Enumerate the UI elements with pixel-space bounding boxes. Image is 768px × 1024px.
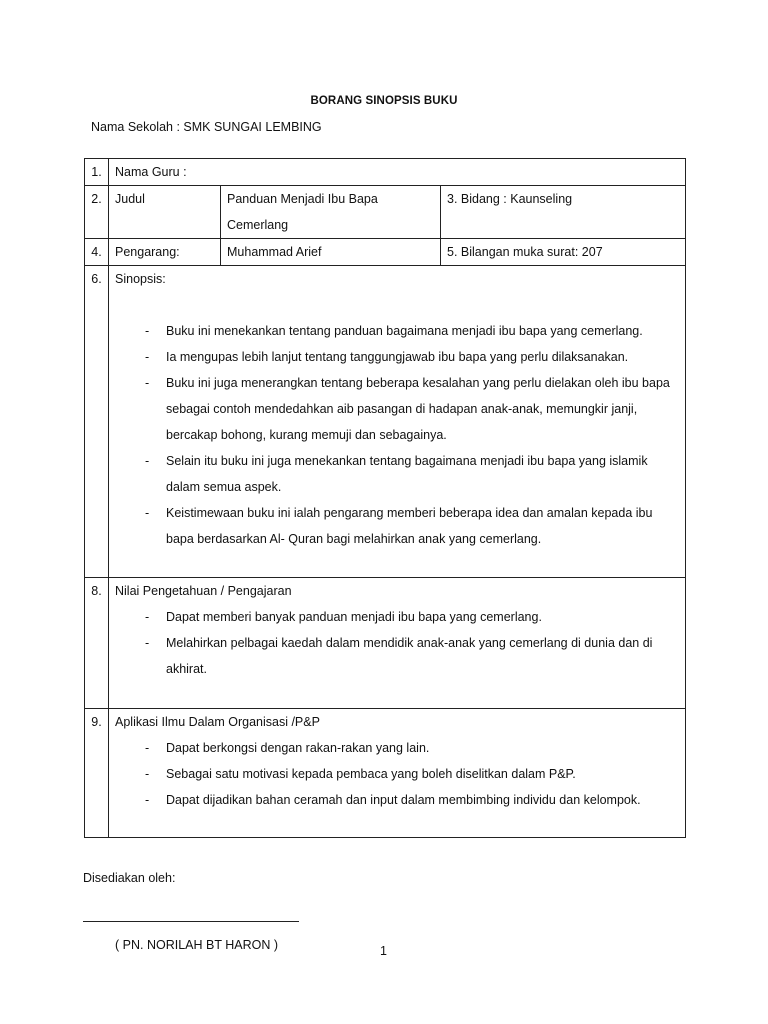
list-item: - Buku ini menekankan tentang panduan bagaimana menjadi ibu bapa yang cemerlang. bbox=[145, 318, 679, 344]
list-item: - Dapat memberi banyak panduan menjadi ibu bapa yang cemerlang. bbox=[145, 604, 679, 630]
row-application bbox=[85, 709, 686, 838]
school-name: Nama Sekolah : SMK SUNGAI LEMBING bbox=[91, 120, 322, 134]
application-heading: Aplikasi Ilmu Dalam Organisasi /P&P bbox=[115, 715, 320, 729]
synopsis-heading: Sinopsis: bbox=[115, 272, 166, 286]
row-synopsis bbox=[85, 266, 686, 578]
list-item: - Ia mengupas lebih lanjut tentang tanggungjawab ibu bapa yang perlu dilaksanakan. bbox=[145, 344, 679, 370]
row-author bbox=[85, 239, 686, 266]
row-number: 4. bbox=[85, 239, 109, 266]
row-number: 1. bbox=[85, 159, 109, 186]
row-number: 2. bbox=[85, 186, 109, 239]
page-number: 1 bbox=[380, 944, 387, 958]
list-item: - Dapat dijadikan bahan ceramah dan input dalam membimbing individu dan kelompok. bbox=[145, 787, 679, 813]
synopsis-cell bbox=[109, 266, 686, 578]
application-list bbox=[115, 735, 679, 813]
row-title bbox=[85, 186, 686, 239]
row-number: 6. bbox=[85, 266, 109, 578]
page-count: 5. Bilangan muka surat: 207 bbox=[441, 239, 686, 266]
signature-line bbox=[83, 921, 299, 922]
author-label: Pengarang: bbox=[109, 239, 221, 266]
knowledge-list bbox=[115, 604, 679, 682]
list-item: - Selain itu buku ini juga menekankan tentang bagaimana menjadi ibu bapa yang islamik dalam semua aspek. bbox=[145, 448, 679, 500]
list-item: - Keistimewaan buku ini ialah pengarang memberi beberapa idea dan amalan kepada ibu bapa berdasarkan Al- Quran bagi melahirkan anak yang cemerlang. bbox=[145, 500, 679, 552]
knowledge-cell bbox=[109, 578, 686, 709]
prepared-by-label: Disediakan oleh: bbox=[83, 871, 176, 885]
author-name: Muhammad Arief bbox=[221, 239, 441, 266]
application-cell bbox=[109, 709, 686, 838]
row-number: 8. bbox=[85, 578, 109, 709]
synopsis-list bbox=[115, 318, 679, 552]
row-teacher-name bbox=[85, 159, 686, 186]
signatory-name: ( PN. NORILAH BT HARON ) bbox=[115, 938, 278, 952]
synopsis-form-table bbox=[84, 158, 686, 838]
list-item: - Melahirkan pelbagai kaedah dalam mendidik anak-anak yang cemerlang di dunia dan di akhirat. bbox=[145, 630, 679, 682]
teacher-name-label: Nama Guru : bbox=[109, 159, 686, 186]
book-title: Panduan Menjadi Ibu Bapa Cemerlang bbox=[221, 186, 441, 239]
list-item: - Buku ini juga menerangkan tentang beberapa kesalahan yang perlu dielakan oleh ibu bapa sebagai contoh mendedahkan aib pasangan di hadapan anak-anak, memungkir janji, bercakap bohong, kurang memuji dan sebagainya. bbox=[145, 370, 679, 448]
row-number: 9. bbox=[85, 709, 109, 838]
knowledge-heading: Nilai Pengetahuan / Pengajaran bbox=[115, 584, 292, 598]
list-item: - Sebagai satu motivasi kepada pembaca yang boleh diselitkan dalam P&P. bbox=[145, 761, 679, 787]
field-label: 3. Bidang : Kaunseling bbox=[441, 186, 686, 239]
list-item: - Dapat berkongsi dengan rakan-rakan yang lain. bbox=[145, 735, 679, 761]
title-label: Judul bbox=[109, 186, 221, 239]
row-knowledge bbox=[85, 578, 686, 709]
form-title: BORANG SINOPSIS BUKU bbox=[310, 95, 458, 107]
